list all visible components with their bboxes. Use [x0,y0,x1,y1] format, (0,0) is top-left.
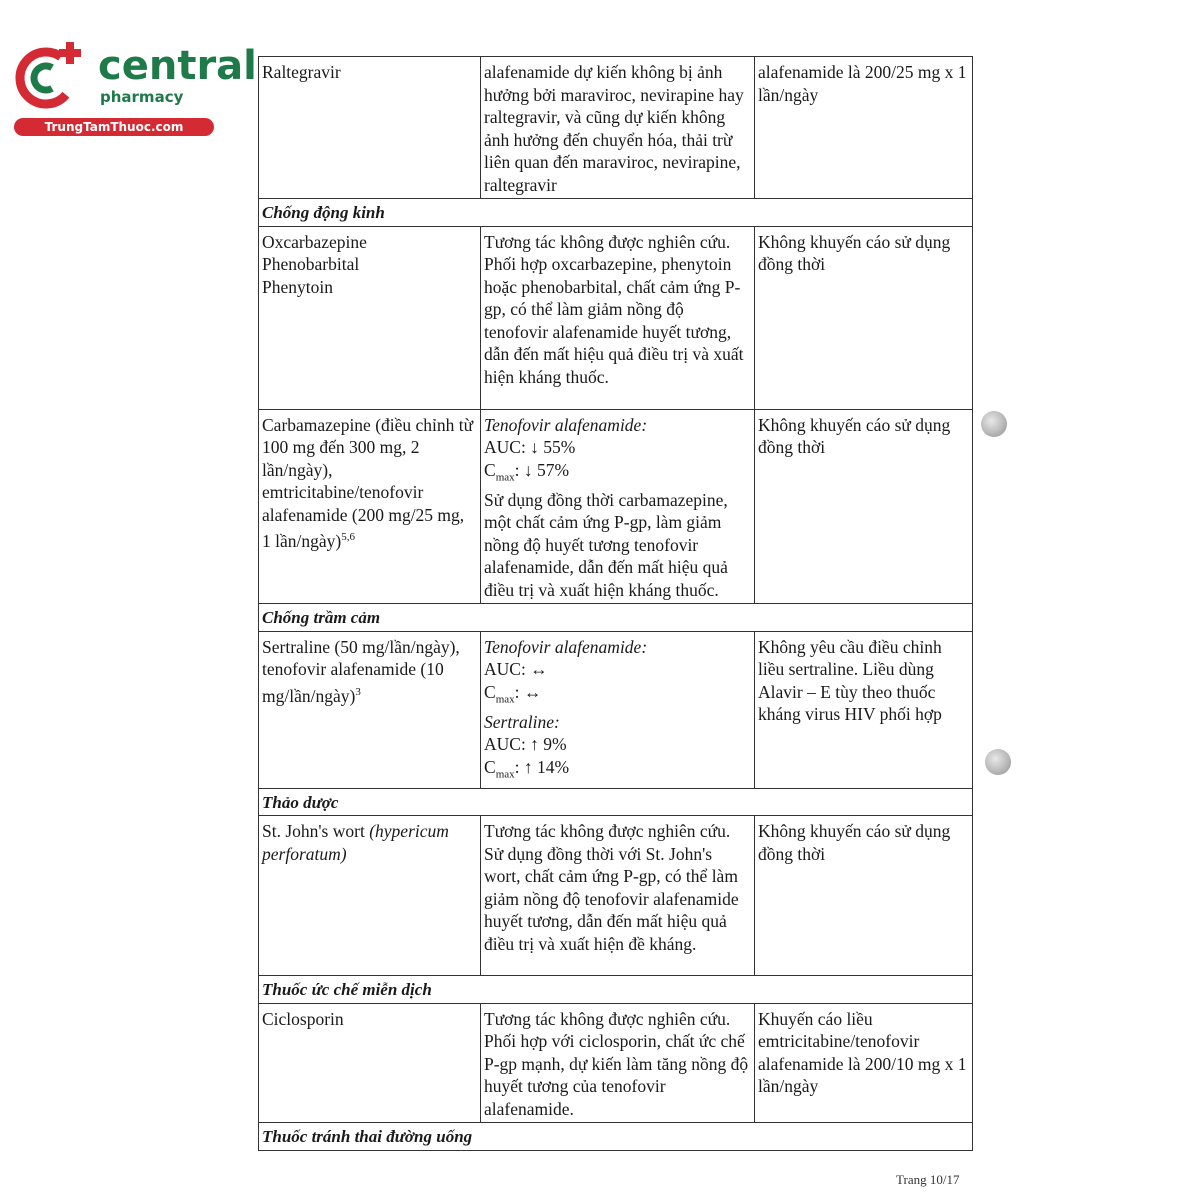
table-row [259,816,973,976]
drug-name: Phenytoin [262,276,333,297]
pharmacy-cross-icon [10,38,90,118]
reference-sup: 5,6 [341,531,355,543]
recommendation-cell: Không khuyến cáo sử dụng đồng thời [755,816,973,976]
recommendation-cell: alafenamide là 200/25 mg x 1 lần/ngày [755,57,973,199]
section-row [259,976,973,1004]
section-row [259,1123,973,1151]
recommendation-cell: Khuyến cáo liều emtricitabine/tenofovir alafenamide là 200/10 mg x 1 lần/ngày [755,1003,973,1123]
interaction-table [258,56,973,1151]
brand-name: central [98,43,257,89]
table-row [259,57,973,199]
drug-cell [259,631,481,788]
reference-sup: 3 [355,685,361,698]
effect-text: Sử dụng đồng thời carbamazepine, một chất cảm ứng P-gp, làm giảm nồng độ huyết tương tenofovir alafenamide, dẫn đến mất hiệu quả điều trị và xuất hiện kháng thuốc. [484,489,728,600]
effect-cell: Tương tác không được nghiên cứu. Phối hợp oxcarbazepine, phenytoin hoặc phenobarbital, chất cảm ứng P-gp, có thể làm giảm nồng độ tenofovir alafenamide huyết tương, dẫn đến mất hiệu quả điều trị và xuất hiện kháng thuốc. [481,226,755,409]
pk-drug: Sertraline: [484,711,560,732]
recommendation-cell: Không khuyến cáo sử dụng đồng thời [755,409,973,604]
punch-hole [985,749,1011,775]
effect-cell: alafenamide dự kiến không bị ảnh hưởng bởi maraviroc, nevirapine hay raltegravir, và cũng dự kiến không ảnh hưởng đến chuyển hóa, thải trừ liên quan đến maraviroc, nevirapine, raltegravir [481,57,755,199]
table-row [259,1003,973,1123]
drug-name: Sertraline (50 mg/lần/ngày), tenofovir alafenamide (10 mg/lần/ngày) [262,636,460,706]
effect-cell [481,631,755,788]
drug-name: St. John's wort [262,821,365,841]
section-row [259,788,973,816]
table-row [259,226,973,409]
drug-name: Carbamazepine (điều chỉnh từ 100 mg đến 300 mg, 2 lần/ngày), emtricitabine/tenofovir alafenamide (200 mg/25 mg, 1 lần/ngày) [262,414,474,551]
section-title: Thảo dược [259,788,973,816]
drug-name: Phenobarbital [262,254,360,274]
drug-latin-name: (hypericum perforatum) [262,821,449,864]
recommendation-cell: Không yêu cầu điều chỉnh liều sertraline. Liều dùng Alavir – E tùy theo thuốc kháng virus HIV phối hợp [755,631,973,788]
section-title: Chống trầm cảm [259,604,973,632]
effect-cell: Tương tác không được nghiên cứu. Sử dụng đồng thời với St. John's wort, chất cảm ứng P-gp, có thể làm giảm nồng độ tenofovir alafenamide huyết tương, dẫn đến mất hiệu quả điều trị và xuất hiện đề kháng. [481,816,755,976]
section-title: Thuốc ức chế miễn dịch [259,976,973,1004]
recommendation-cell: Không khuyến cáo sử dụng đồng thời [755,226,973,409]
pk-auc: AUC: ↓ 55% [484,437,576,457]
effect-cell [481,409,755,604]
table-row [259,631,973,788]
drug-cell [259,816,481,976]
section-title: Chống động kinh [259,199,973,227]
pk-cmax: $C_{max}$: ↔ [484,681,542,705]
section-row [259,604,973,632]
drug-cell: Ciclosporin [259,1003,481,1123]
section-title: Thuốc tránh thai đường uống [259,1123,973,1151]
section-row [259,199,973,227]
brand-logo [10,38,257,138]
drug-name: Oxcarbazepine [262,231,367,252]
pk-cmax: $C_{max}$: ↓ 57% [484,459,570,483]
table-row [259,409,973,604]
pk-cmax: $C_{max}$: ↑ 14% [484,756,570,780]
drug-cell: Raltegravir [259,57,481,199]
brand-url: TrungTamThuoc.com [14,118,214,136]
brand-sub: pharmacy [100,88,184,106]
effect-cell: Tương tác không được nghiên cứu. Phối hợp với ciclosporin, chất ức chế P-gp mạnh, dự kiến làm tăng nồng độ huyết tương của tenofovir alafenamide. [481,1003,755,1123]
page-number: Trang 10/17 [896,1172,960,1187]
pk-drug: Tenofovir alafenamide: [484,636,648,657]
pk-drug: Tenofovir alafenamide: [484,414,648,435]
punch-hole [981,411,1007,437]
drug-cell [259,409,481,604]
drug-cell [259,226,481,409]
pk-auc: AUC: ↑ 9% [484,734,567,754]
pk-auc: AUC: ↔ [484,659,548,679]
